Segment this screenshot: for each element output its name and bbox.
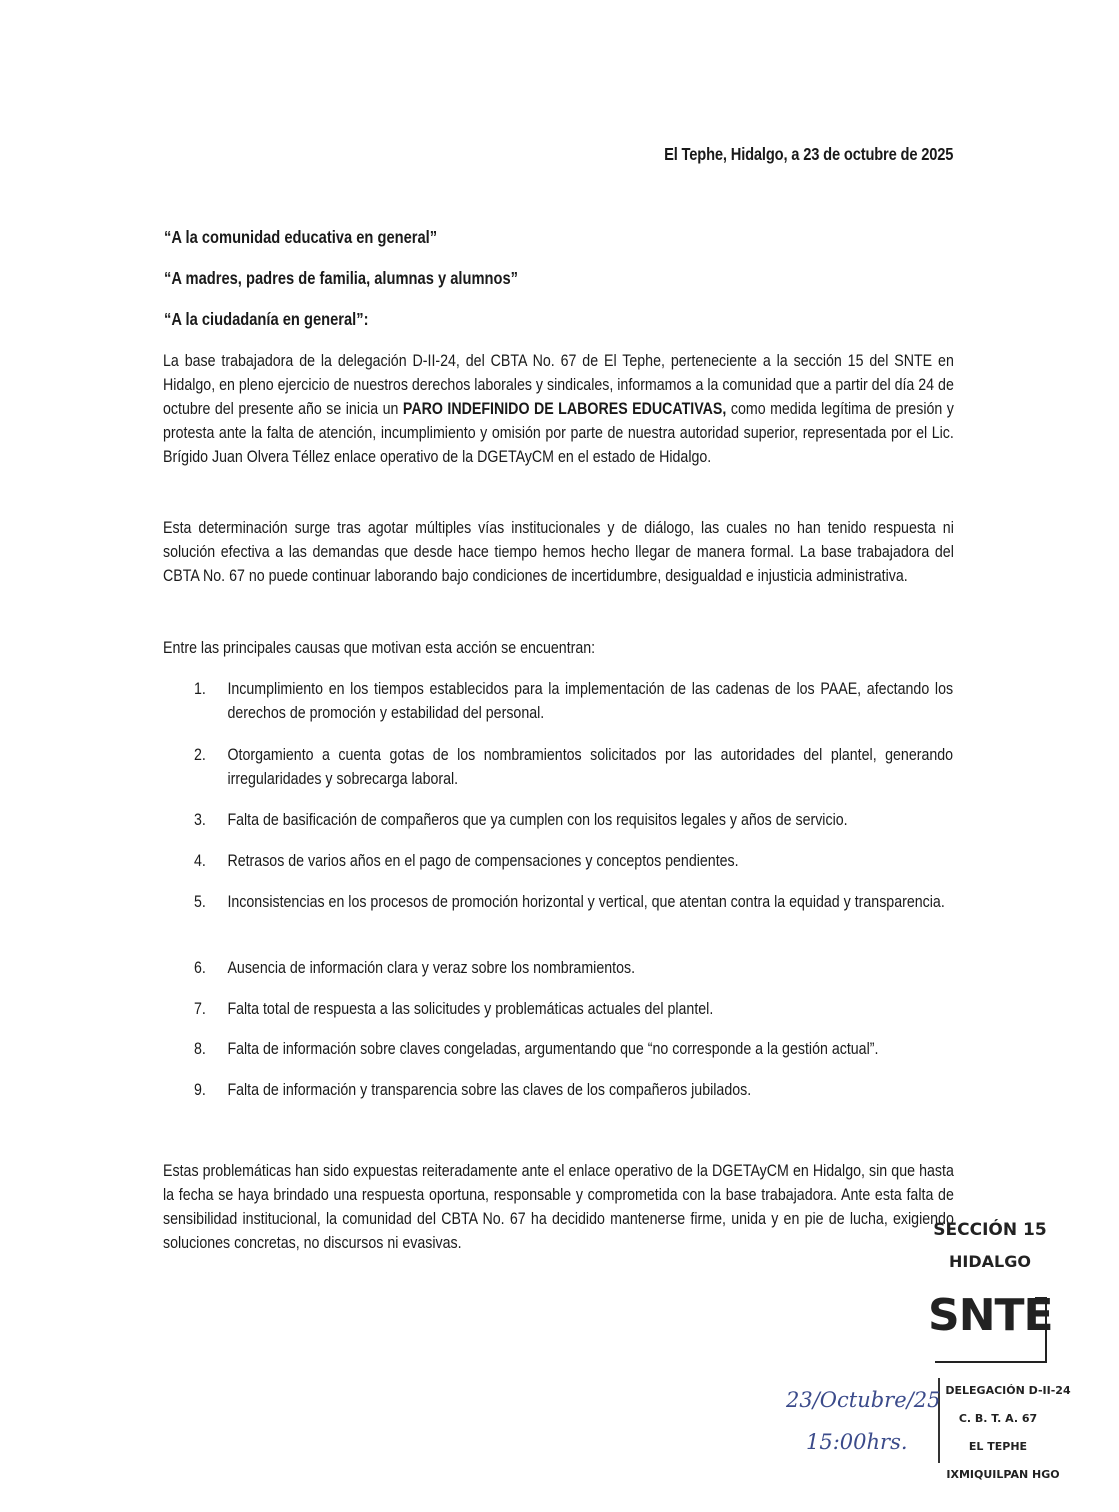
paragraph-causes-intro: Entre las principales causas que motivan esta acción se encuentran:	[163, 638, 596, 657]
cause-item: 1. Incumplimiento en los tiempos establecidos para la implementación de las cadenas de los PAAE, afectando los derechos de promoción y estabilidad del personal.	[194, 679, 954, 722]
stamp-section: SECCIÓN 15	[933, 1220, 1047, 1240]
cause-item: 6. Ausencia de información clara y veraz sobre los nombramientos.	[194, 958, 636, 977]
stamp-state: HIDALGO	[949, 1252, 1031, 1271]
snte-logo-underline	[935, 1361, 1045, 1363]
strike-announcement: PARO INDEFINIDO DE LABORES EDUCATIVAS,	[402, 399, 727, 418]
cause-item: 8. Falta de información sobre claves congeladas, argumentando que “no corresponde a la gestión actual”.	[194, 1039, 879, 1058]
salutation-community: “A la comunidad educativa en general”	[164, 227, 438, 247]
cause-item: 9. Falta de información y transparencia sobre las claves de los compañeros jubilados.	[194, 1080, 752, 1099]
salutation-citizens: “A la ciudadanía en general”:	[164, 309, 369, 329]
cause-item: 7. Falta total de respuesta a las solicitudes y problemáticas actuales del plantel.	[194, 999, 714, 1018]
stamp-delegation: DELEGACIÓN D-II-24	[945, 1384, 1071, 1397]
cause-item: 3. Falta de basificación de compañeros que ya cumplen con los requisitos legales y años de servicio.	[194, 810, 848, 829]
salutation-parents: “A madres, padres de familia, alumnas y alumnos”	[164, 268, 519, 288]
handwritten-date: 23/Octubre/25	[786, 1388, 941, 1412]
paragraph-determination: Esta determinación surge tras agotar múltiples vías institucionales y de diálogo, las cuales no han tenido respuesta ni solución efectiva a las demandas que desde hace tiempo hemos hecho llegar de manera formal. La base trabajadora del CBTA No. 67 no puede continuar laborando bajo condiciones de incertidumbre, desigualdad e injusticia administrativa.	[163, 518, 954, 585]
date-line: El Tephe, Hidalgo, a 23 de octubre de 2025	[663, 144, 953, 164]
handwritten-time: 15:00hrs.	[806, 1430, 908, 1454]
cause-item: 4. Retrasos de varios años en el pago de compensaciones y conceptos pendientes.	[194, 851, 739, 870]
stamp-town: EL TEPHE	[968, 1440, 1028, 1453]
snte-logo: SNTE	[928, 1290, 1053, 1341]
paragraph-closing: Estas problemáticas han sido expuestas reiteradamente ante el enlace operativo de la DGETAyCM en Hidalgo, sin que hasta la fecha se haya brindado una respuesta oportuna, responsable y comprometida con la base trabajadora. Ante esta falta de sensibilidad institucional, la comunidad del CBTA No. 67 ha decidido mantenerse firme, unida y en pie de lucha, exigiendo soluciones concretas, no discursos ni evasivas.	[163, 1161, 954, 1252]
paragraph-announcement: La base trabajadora de la delegación D-II-24, del CBTA No. 67 de El Tephe, perteneciente a la sección 15 del SNTE en Hidalgo, en pleno ejercicio de nuestros derechos laborales y sindicales, informamos a la comunidad que a partir del día 24 de octubre del presente año se inicia un PARO INDEFINIDO DE LABORES EDUCATIVAS, como medida legítima de presión y protesta ante la falta de atención, incumplimiento y omisión por parte de nuestra autoridad superior, representada por el Lic. Brígido Juan Olvera Téllez enlace operativo de la DGETAyCM en el estado de Hidalgo.	[163, 351, 954, 466]
cause-item: 2. Otorgamiento a cuenta gotas de los nombramientos solicitados por las autoridades del plantel, generando irregularidades y sobrecarga laboral.	[194, 745, 954, 788]
snte-logo-frame	[1035, 1297, 1047, 1363]
stamp-school: C. B. T. A. 67	[958, 1412, 1038, 1425]
cause-item: 5. Inconsistencias en los procesos de promoción horizontal y vertical, que atentan contra la equidad y transparencia.	[194, 892, 945, 911]
stamp-city: IXMIQUILPAN HGO	[946, 1468, 1060, 1481]
